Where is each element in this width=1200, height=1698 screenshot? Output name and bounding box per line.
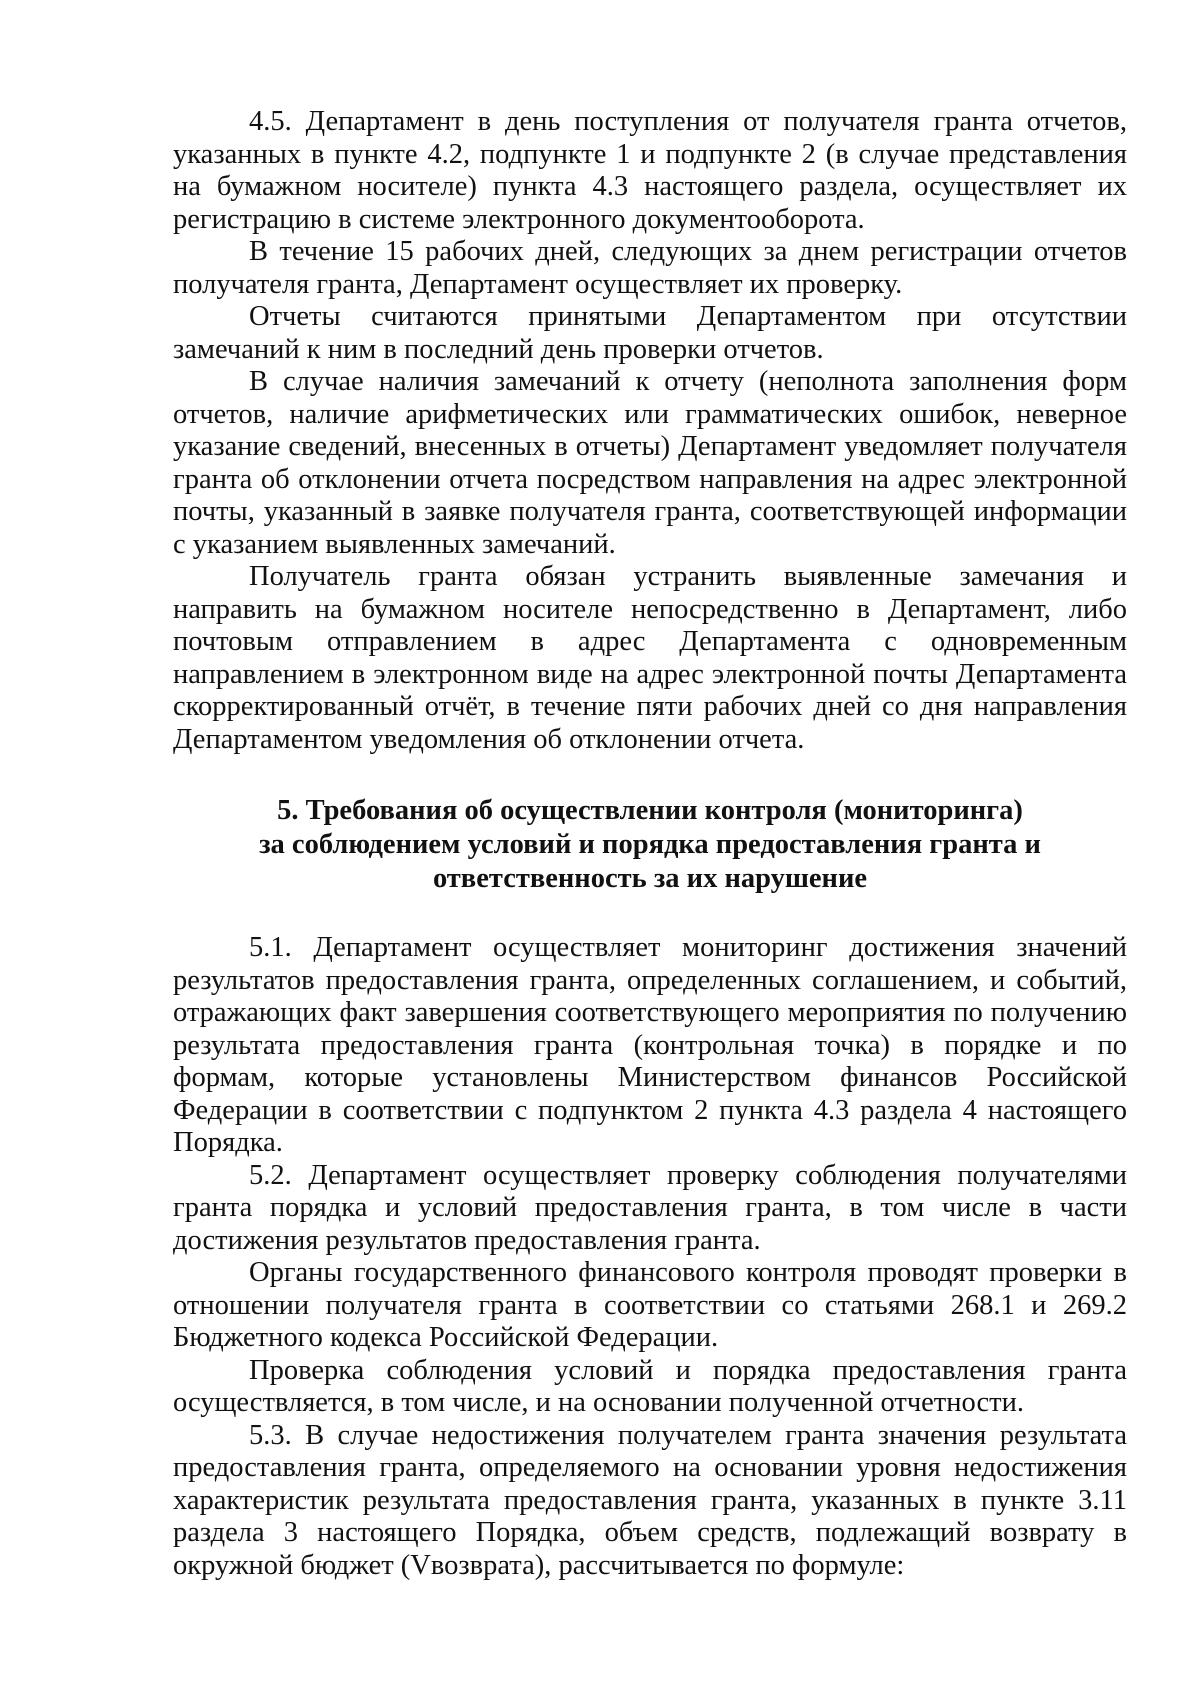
- paragraph-5-2: 5.2. Департамент осуществляет проверку соблюдения получателями гранта порядка и условий предоставления гранта, в том числе в части достижения результатов предоставления гранта.: [173, 1159, 1127, 1256]
- paragraph-5-1: 5.1. Департамент осуществляет мониторинг достижения значений результатов предоставления гранта, определенных соглашением, и событий, отражающих факт завершения соответствующего мероприятия по получению результата предоставления гранта (контрольная точка) в порядке и по формам, которые установлены Министерством финансов Российской Федерации в соответствии с подпунктом 2 пункта 4.3 раздела 4 настоящего Порядка.: [173, 932, 1127, 1158]
- paragraph-5-3: 5.3. В случае недостижения получателем гранта значения результата предоставления гранта, определяемого на основании уровня недостижения характеристик результата предоставления гранта, указанных в пункте 3.11 раздела 3 настоящего Порядка, объем средств, подлежащий возврату в окружной бюджет (Vвозврата), рассчитывается по формуле:: [173, 1419, 1127, 1581]
- section-5-heading-line-3: ответственность за их нарушение: [432, 863, 868, 894]
- document-page: [173, 106, 1127, 1582]
- paragraph-reports-accepted: Отчеты считаются принятыми Департаментом при отсутствии замечаний к ним в последний день проверки отчетов.: [173, 301, 1127, 365]
- paragraph-remarks: В случае наличия замечаний к отчету (неполнота заполнения форм отчетов, наличие арифметических или грамматических ошибок, неверное указание сведений, внесенных в отчеты) Департамент уведомляет получателя гранта об отклонении отчета посредством направления на адрес электронной почты, указанный в заявке получателя гранта, соответствующей информации с указанием выявленных замечаний.: [173, 366, 1127, 560]
- section-5-heading: [173, 794, 1127, 896]
- section-5-heading-line-1: 5. Требования об осуществлении контроля (мониторинга): [277, 795, 1023, 826]
- paragraph-review-period: В течение 15 рабочих дней, следующих за днем регистрации отчетов получателя гранта, Департамент осуществляет их проверку.: [173, 236, 1127, 300]
- section-5-heading-line-2: за соблюдением условий и порядка предоставления гранта и: [259, 829, 1041, 860]
- paragraph-4-5: 4.5. Департамент в день поступления от получателя гранта отчетов, указанных в пункте 4.2, подпункте 1 и подпункте 2 (в случае представления на бумажном носителе) пункта 4.3 настоящего раздела, осуществляет их регистрацию в системе электронного документооборота.: [173, 106, 1127, 235]
- paragraph-reporting-check: Проверка соблюдения условий и порядка предоставления гранта осуществляется, в том числе, и на основании полученной отчетности.: [173, 1354, 1127, 1418]
- paragraph-corrections: Получатель гранта обязан устранить выявленные замечания и направить на бумажном носителе непосредственно в Департамент, либо почтовым отправлением в адрес Департамента с одновременным направлением в электронном виде на адрес электронной почты Департамента скорректированный отчёт, в течение пяти рабочих дней со дня направления Департаментом уведомления об отклонении отчета.: [173, 561, 1127, 755]
- paragraph-financial-control: Органы государственного финансового контроля проводят проверки в отношении получателя гранта в соответствии со статьями 268.1 и 269.2 Бюджетного кодекса Российской Федерации.: [173, 1257, 1127, 1353]
